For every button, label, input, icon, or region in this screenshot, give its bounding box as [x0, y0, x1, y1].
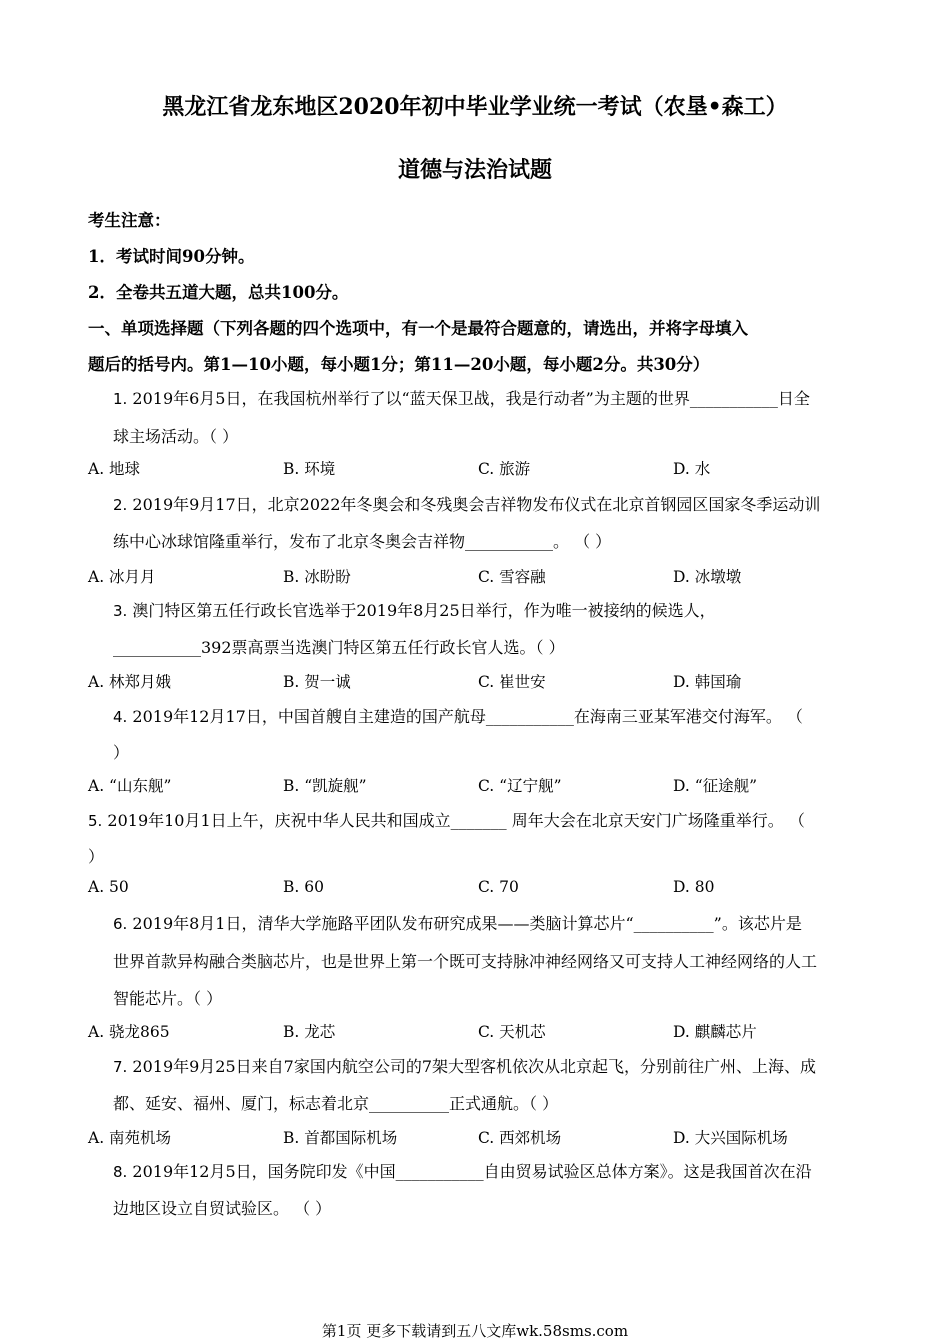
question-7-line-1 [113, 1054, 816, 1077]
question-7-line-2: 都、延安、福州、厦门，标志着北京__________正式通航。（ ） [113, 1094, 559, 1113]
option-c: C. 西郊机场 [478, 1129, 562, 1147]
question-4-options [88, 774, 888, 796]
question-6-line-2: 世界首款异构融合类脑芯片，也是世界上第一个既可支持脉冲神经网络又可支持人工神经网络的人工 [113, 952, 818, 971]
question-6-options [88, 1020, 888, 1042]
option-d: D. 冰墩墩 [673, 568, 742, 586]
option-b: B. 首都国际机场 [283, 1129, 398, 1147]
question-3-options [88, 670, 888, 692]
notice-item-1: 1．考试时间90分钟。 [88, 247, 255, 266]
question-5-options [88, 878, 888, 900]
page-footer: 第1页 更多下载请到五八文库wk.58sms.com [321, 1322, 629, 1340]
question-1-line-1 [113, 386, 810, 409]
question-text: 2019年10月1日上午，庆祝中华人民共和国成立_______ 周年大会在北京天安门广场隆重举行。 （ [102, 811, 805, 830]
option-d: D. 水 [673, 460, 711, 478]
option-d: D. 麒麟芯片 [673, 1023, 757, 1041]
question-8-line-1 [113, 1159, 812, 1182]
option-a: A. 地球 [88, 460, 141, 478]
notice-item-2: 2．全卷共五道大题，总共100分。 [88, 283, 349, 302]
option-b: B. 龙芯 [283, 1023, 336, 1041]
section-heading-line-1: 一、单项选择题（下列各题的四个选项中，有一个是最符合题意的，请选出，并将字母填入 [88, 319, 748, 338]
option-a: A. 骁龙865 [88, 1023, 170, 1041]
option-c: C. 旅游 [478, 460, 531, 478]
option-b: B. 冰盼盼 [283, 568, 351, 586]
question-number: 5. [88, 812, 103, 830]
option-a: A. 南苑机场 [88, 1129, 172, 1147]
option-b: B. “凯旋舰” [283, 777, 367, 795]
option-d: D. “征途舰” [673, 777, 758, 795]
question-2-line-1 [113, 492, 820, 515]
option-a: A. 冰月月 [88, 568, 156, 586]
question-text: 2019年12月17日，中国首艘自主建造的国产航母___________在海南三亚某军港交付海军。 （ [127, 707, 803, 726]
question-5-line-2: ） [88, 847, 105, 866]
option-d: D. 大兴国际机场 [673, 1129, 788, 1147]
question-2-line-2: 练中心冰球馆隆重举行，发布了北京冬奥会吉祥物___________。 （ ） [113, 532, 612, 551]
question-5-line-1 [88, 808, 805, 831]
option-b: B. 贺一诚 [283, 673, 351, 691]
question-8-line-2: 边地区设立自贸试验区。 （ ） [113, 1199, 332, 1218]
question-6-line-1 [113, 911, 802, 934]
question-number: 3. [113, 602, 128, 620]
option-c: C. “辽宁舰” [478, 777, 562, 795]
question-number: 1. [113, 390, 128, 408]
question-6-line-3: 智能芯片。（ ） [113, 989, 223, 1008]
question-number: 4. [113, 708, 128, 726]
question-4-line-1 [113, 704, 803, 727]
option-a: A. 林郑月娥 [88, 673, 172, 691]
option-c: C. 崔世安 [478, 673, 546, 691]
option-c: C. 天机芯 [478, 1023, 546, 1041]
question-text: 2019年6月5日，在我国杭州举行了以“蓝天保卫战，我是行动者”为主题的世界___________日全 [127, 389, 810, 408]
option-c: C. 雪容融 [478, 568, 546, 586]
option-b: B. 环境 [283, 460, 336, 478]
question-1-line-2: 球主场活动。（ ） [113, 427, 239, 446]
option-b: B. 60 [283, 878, 324, 896]
section-heading-line-2: 题后的括号内。第1—10小题，每小题1分；第11—20小题，每小题2分。共30分） [88, 355, 710, 374]
option-a: A. “山东舰” [88, 777, 172, 795]
question-text: 2019年8月1日，清华大学施路平团队发布研究成果——类脑计算芯片“__________”。该芯片是 [127, 914, 802, 933]
question-text: 2019年9月25日来自7家国内航空公司的7架大型客机依次从北京起飞，分别前往广州、上海、成 [127, 1057, 817, 1076]
option-d: D. 80 [673, 878, 715, 896]
question-3-line-1 [113, 598, 716, 621]
question-text: 2019年9月17日，北京2022年冬奥会和冬残奥会吉祥物发布仪式在北京首钢园区国家冬季运动训 [127, 495, 821, 514]
question-number: 6. [113, 915, 128, 933]
question-4-line-2: ） [113, 743, 130, 762]
option-c: C. 70 [478, 878, 519, 896]
exam-subtitle: 道德与法治试题 [397, 157, 552, 183]
notice-heading: 考生注意： [88, 211, 171, 230]
option-a: A. 50 [88, 878, 129, 896]
question-7-options [88, 1126, 888, 1148]
question-2-options [88, 565, 888, 587]
question-number: 2. [113, 496, 128, 514]
option-d: D. 韩国瑜 [673, 673, 742, 691]
question-number: 7. [113, 1058, 128, 1076]
question-text: 2019年12月5日，国务院印发《中国___________自由贸易试验区总体方案》。这是我国首次在沿 [127, 1162, 812, 1181]
question-3-line-2: ___________392票高票当选澳门特区第五任行政长官人选。（ ） [113, 638, 565, 657]
exam-title: 黑龙江省龙东地区2020年初中毕业学业统一考试（农垦•森工） [162, 94, 788, 120]
question-number: 8. [113, 1163, 128, 1181]
question-1-options [88, 457, 888, 479]
question-text: 澳门特区第五任行政长官选举于2019年8月25日举行，作为唯一被接纳的候选人， [127, 601, 716, 620]
